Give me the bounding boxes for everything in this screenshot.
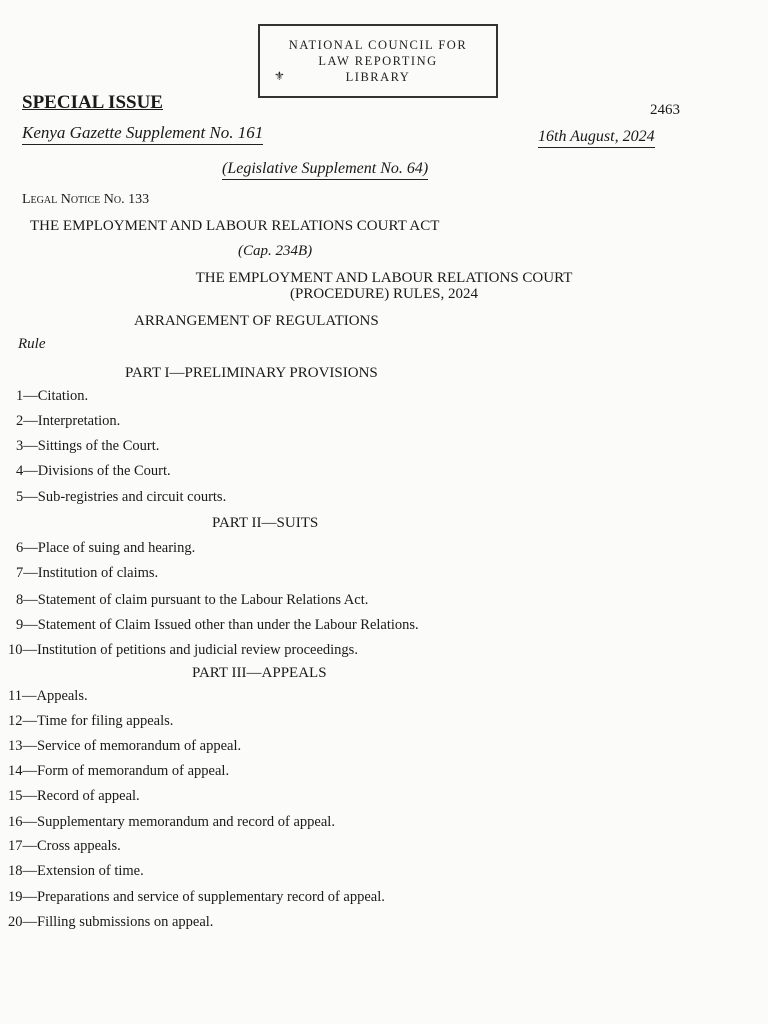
rule-number: 3 [16, 438, 24, 454]
part-heading: PART III—APPEALS [192, 665, 327, 681]
publication-date: 16th August, 2024 [538, 128, 655, 148]
em-dash: — [22, 838, 37, 854]
rule-title: Form of memorandum of appeal. [37, 763, 230, 779]
rule-number: 4 [16, 463, 24, 479]
rule-title: Citation. [37, 388, 89, 404]
list-item [8, 763, 229, 780]
rule-title: Time for filing appeals. [37, 713, 174, 729]
rules-title [20, 270, 748, 302]
rule-title: Institution of claims. [37, 565, 159, 581]
em-dash: — [23, 463, 38, 479]
em-dash: — [23, 617, 38, 633]
act-title: THE EMPLOYMENT AND LABOUR RELATIONS COURT ACT [30, 218, 440, 234]
rule-number: 18 [8, 863, 23, 879]
list-item [8, 738, 241, 755]
list-item [16, 617, 419, 634]
list-item [16, 438, 159, 455]
em-dash: — [23, 438, 38, 454]
rules-title-line-2: (PROCEDURE) RULES, 2024 [290, 286, 478, 302]
rule-title: Sub-registries and circuit courts. [37, 489, 227, 505]
rules-title-line-1: THE EMPLOYMENT AND LABOUR RELATIONS COURT [195, 270, 573, 286]
legal-notice-number: Legal Notice No. 133 [22, 192, 150, 207]
rule-number: 19 [8, 889, 23, 905]
part-heading: PART II—SUITS [212, 515, 319, 531]
rule-title: Appeals. [36, 688, 88, 704]
coat-of-arms-icon: ⚜ [274, 69, 285, 83]
legislative-supplement: (Legislative Supplement No. 64) [222, 160, 428, 180]
em-dash: — [23, 592, 38, 608]
list-item [16, 489, 226, 506]
em-dash: — [22, 788, 37, 804]
em-dash: — [22, 863, 37, 879]
em-dash: — [22, 914, 37, 930]
list-item [8, 838, 121, 855]
rule-number: 6 [16, 540, 24, 556]
list-item [8, 863, 144, 880]
stamp-line-3: LIBRARY [345, 70, 411, 84]
rule-title: Interpretation. [37, 413, 121, 429]
list-item [16, 592, 368, 609]
rule-number: 17 [8, 838, 23, 854]
list-item [8, 713, 173, 730]
rule-title: Cross appeals. [37, 838, 121, 854]
part-heading: PART I—PRELIMINARY PROVISIONS [125, 365, 378, 381]
rule-title: Filling submissions on appeal. [37, 914, 214, 930]
list-item [16, 540, 195, 557]
rule-title: Sittings of the Court. [37, 438, 160, 454]
rule-number: 14 [8, 763, 23, 779]
list-item [8, 788, 140, 805]
rule-number: 1 [16, 388, 24, 404]
rule-title: Institution of petitions and judicial review proceedings. [37, 642, 358, 658]
special-issue-heading: SPECIAL ISSUE [22, 92, 163, 113]
em-dash: — [22, 713, 37, 729]
em-dash: — [23, 413, 38, 429]
rule-title: Record of appeal. [37, 788, 140, 804]
em-dash: — [23, 489, 38, 505]
rule-title: Supplementary memorandum and record of appeal. [37, 814, 335, 830]
em-dash: — [23, 540, 38, 556]
rule-number: 11 [8, 688, 22, 704]
list-item [16, 388, 88, 405]
rule-number: 15 [8, 788, 23, 804]
rule-number: 10 [8, 642, 23, 658]
rule-number: 13 [8, 738, 23, 754]
rule-title: Preparations and service of supplementary record of appeal. [37, 889, 385, 905]
list-item [8, 914, 213, 931]
rule-number: 9 [16, 617, 24, 633]
rule-number: 2 [16, 413, 24, 429]
list-item [8, 642, 358, 659]
list-item [16, 463, 171, 480]
rule-title: Place of suing and hearing. [37, 540, 196, 556]
rule-number: 7 [16, 565, 24, 581]
em-dash: — [22, 642, 37, 658]
rule-number: 20 [8, 914, 23, 930]
em-dash: — [23, 388, 38, 404]
chapter-reference: (Cap. 234B) [238, 243, 313, 259]
gazette-supplement: Kenya Gazette Supplement No. 161 [22, 123, 263, 145]
rule-number: 8 [16, 592, 24, 608]
em-dash: — [23, 565, 38, 581]
rule-title: Extension of time. [37, 863, 144, 879]
stamp-line-2: LAW REPORTING [318, 54, 438, 68]
rule-title: Divisions of the Court. [37, 463, 171, 479]
em-dash: — [22, 814, 37, 830]
rule-number: 16 [8, 814, 23, 830]
list-item [8, 688, 88, 705]
rule-title: Statement of Claim Issued other than under the Labour Relations. [37, 617, 419, 633]
list-item [16, 565, 158, 582]
stamp-line-1: NATIONAL COUNCIL FOR [288, 38, 468, 52]
arrangement-heading: ARRANGEMENT OF REGULATIONS [134, 313, 379, 329]
rule-number: 5 [16, 489, 24, 505]
em-dash: — [22, 763, 37, 779]
em-dash: — [22, 738, 37, 754]
rule-title: Service of memorandum of appeal. [37, 738, 242, 754]
rule-title: Statement of claim pursuant to the Labour Relations Act. [37, 592, 369, 608]
list-item [16, 413, 120, 430]
rule-number: 12 [8, 713, 23, 729]
page-number: 2463 [650, 102, 680, 118]
rule-column-heading: Rule [18, 336, 46, 352]
list-item [8, 814, 335, 831]
em-dash: — [21, 688, 37, 704]
em-dash: — [22, 889, 37, 905]
library-stamp [258, 24, 498, 98]
list-item [8, 889, 385, 906]
